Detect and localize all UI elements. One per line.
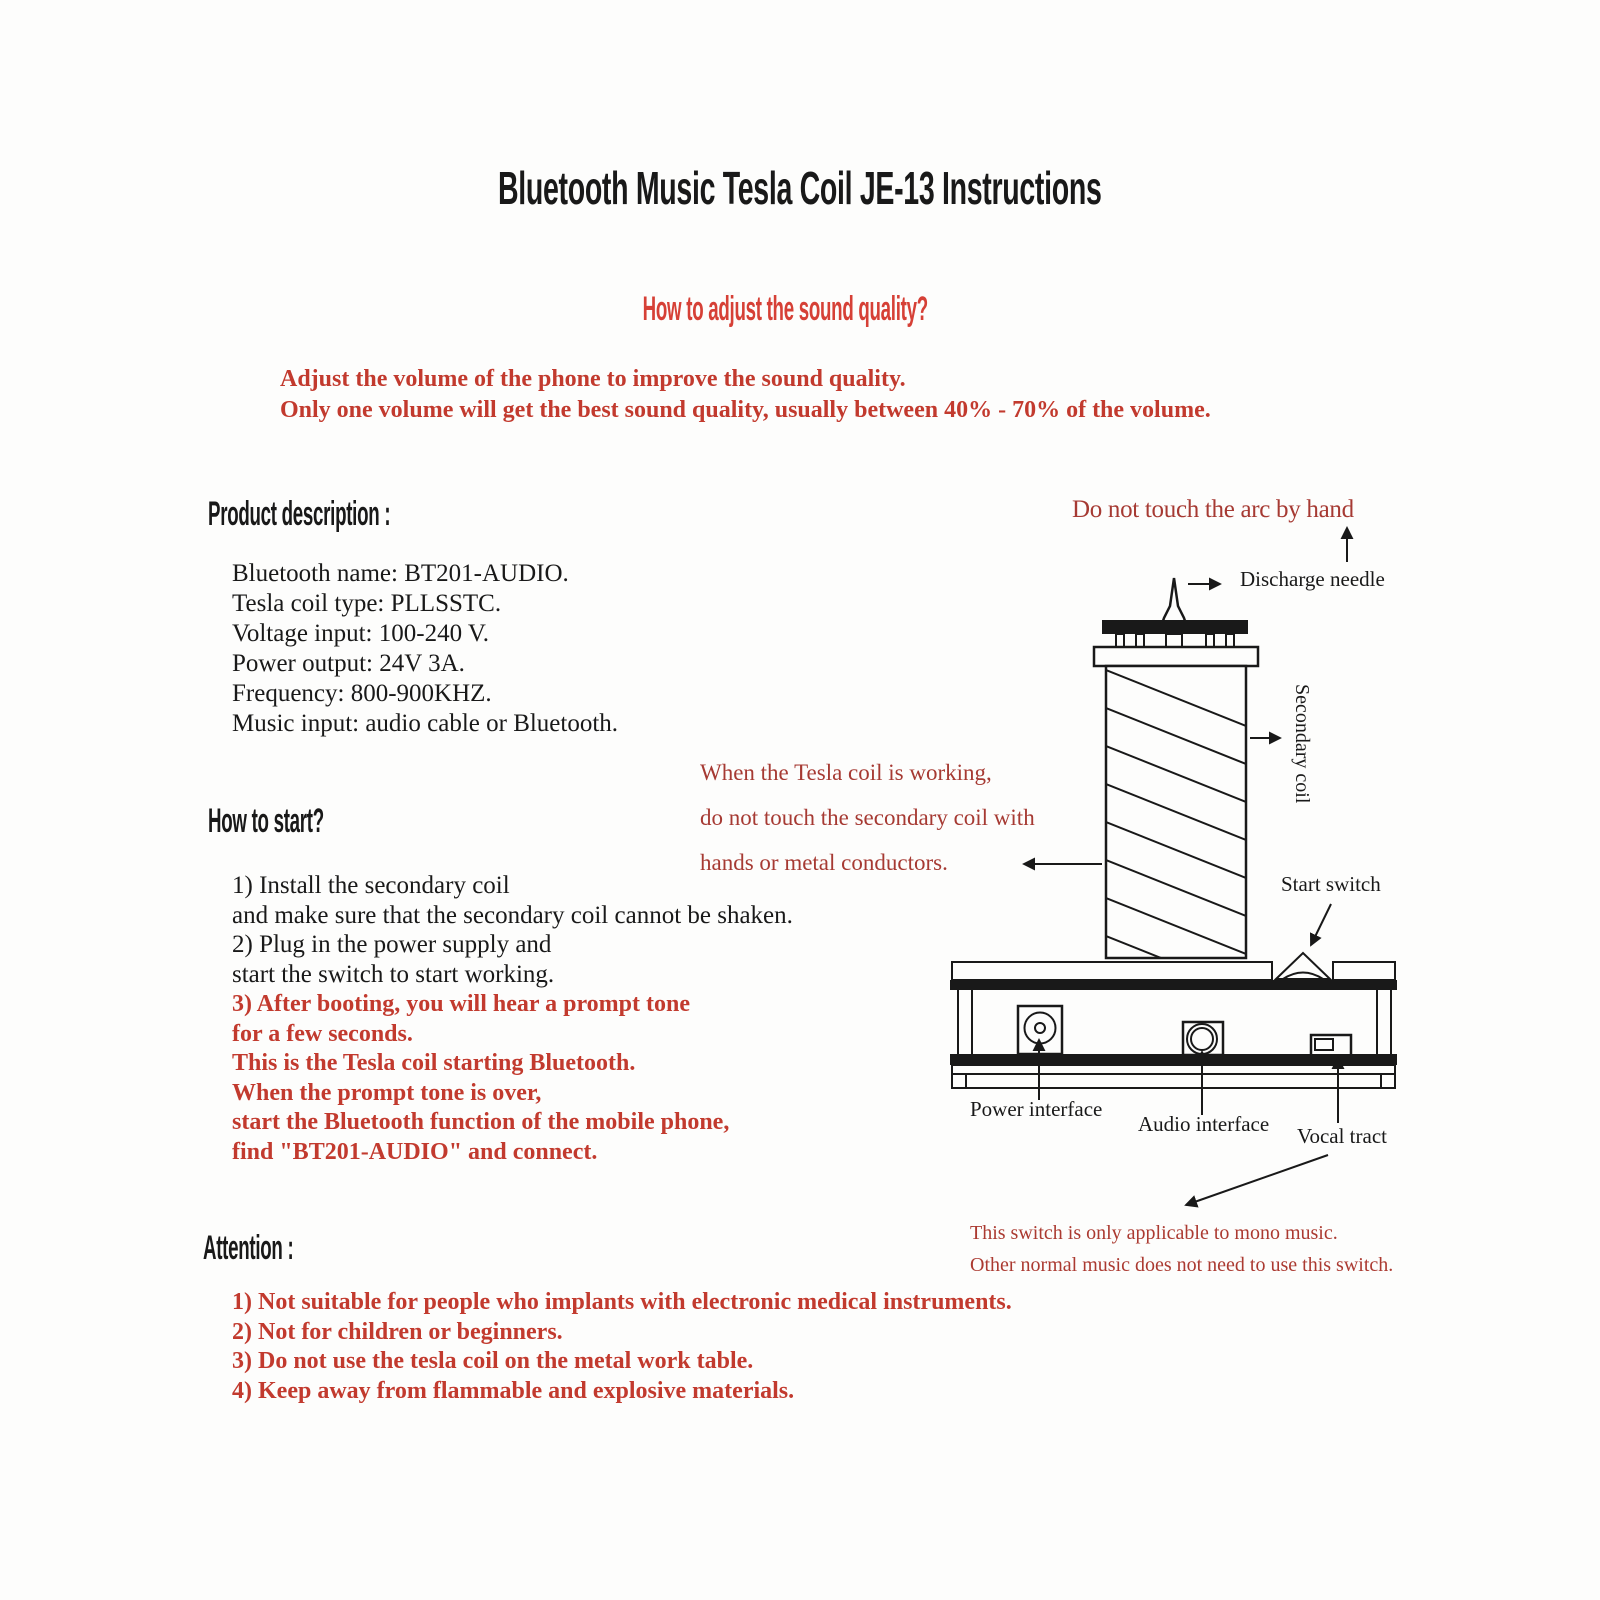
start-switch-drawing: [1276, 953, 1330, 979]
step-line: 3) After booting, you will hear a prompt tone: [232, 991, 691, 1017]
secondary-coil-drawing: [1106, 666, 1246, 992]
how-to-start-steps-red: [232, 990, 729, 1167]
sound-line: Only one volume will get the best sound quality, usually between 40% - 70% of the volume.: [280, 397, 1211, 423]
step-line: for a few seconds.: [232, 1020, 413, 1047]
vocal-tract-label: Vocal tract: [1297, 1124, 1387, 1148]
product-item: Power output: 24V 3A.: [232, 650, 465, 677]
secondary-coil-label: Secondary coil: [1291, 684, 1313, 804]
product-description-list: [232, 559, 618, 739]
product-description-heading: Product description :: [208, 495, 391, 533]
step-line: This is the Tesla coil starting Bluetooth.: [232, 1050, 636, 1076]
start-switch-label: Start switch: [1281, 872, 1381, 896]
audio-interface-label: Audio interface: [1138, 1112, 1270, 1136]
switch-note-line: This switch is only applicable to mono music.: [970, 1222, 1338, 1244]
step-line: find "BT201-AUDIO" and connect.: [232, 1138, 598, 1165]
step-line: When the prompt tone is over,: [232, 1079, 542, 1106]
step-line: 1) Install the secondary coil: [232, 872, 510, 899]
coil-warning: [700, 750, 1035, 885]
sound-quality-heading: How to adjust the sound quality?: [642, 290, 928, 328]
attention-item: 4) Keep away from flammable and explosive materials.: [232, 1377, 795, 1404]
sound-line: Adjust the volume of the phone to improve the sound quality.: [280, 366, 906, 392]
vocal-tract-switch-drawing: [1311, 1035, 1351, 1056]
audio-interface-drawing: [1183, 1022, 1223, 1055]
product-item: Frequency: 800-900KHZ.: [232, 680, 492, 707]
product-item: Music input: audio cable or Bluetooth.: [232, 710, 619, 737]
product-item: Tesla coil type: PLLSSTC.: [232, 590, 502, 617]
coil-warning-line: When the Tesla coil is working,: [700, 760, 992, 785]
attention-heading: Attention :: [203, 1229, 294, 1267]
attention-item: 1) Not suitable for people who implants with electronic medical instruments.: [232, 1289, 1012, 1315]
product-item: Bluetooth name: BT201-AUDIO.: [232, 560, 569, 587]
sound-quality-text: [280, 364, 1211, 426]
product-item: Voltage input: 100-240 V.: [232, 620, 489, 647]
step-line: and make sure that the secondary coil cannot be shaken.: [232, 901, 793, 929]
switch-note: [970, 1217, 1393, 1281]
toroid-top-drawing: [1094, 620, 1258, 666]
step-line: start the switch to start working.: [232, 960, 555, 988]
arc-warning: Do not touch the arc by hand: [1072, 496, 1354, 523]
step-line: 2) Plug in the power supply and: [232, 931, 552, 958]
discharge-needle-label: Discharge needle: [1240, 567, 1385, 591]
base-drawing: [950, 953, 1397, 1088]
page-title: Bluetooth Music Tesla Coil JE-13 Instructions: [498, 162, 1102, 214]
discharge-needle-drawing: [1162, 578, 1186, 624]
arrow-switch-note-icon: [1186, 1155, 1328, 1205]
step-line: start the Bluetooth function of the mobile phone,: [232, 1109, 730, 1135]
switch-note-line: Other normal music does not need to use this switch.: [970, 1254, 1394, 1276]
coil-warning-line: do not touch the secondary coil with: [700, 805, 1035, 830]
attention-item: 2) Not for children or beginners.: [232, 1318, 563, 1345]
coil-warning-line: hands or metal conductors.: [700, 850, 948, 875]
power-interface-label: Power interface: [970, 1097, 1103, 1121]
attention-list: [232, 1288, 1012, 1406]
how-to-start-heading: How to start?: [208, 802, 324, 840]
how-to-start-steps: [232, 871, 793, 989]
arrow-start-switch-icon: [1311, 904, 1331, 945]
attention-item: 3) Do not use the tesla coil on the metal work table.: [232, 1348, 754, 1375]
